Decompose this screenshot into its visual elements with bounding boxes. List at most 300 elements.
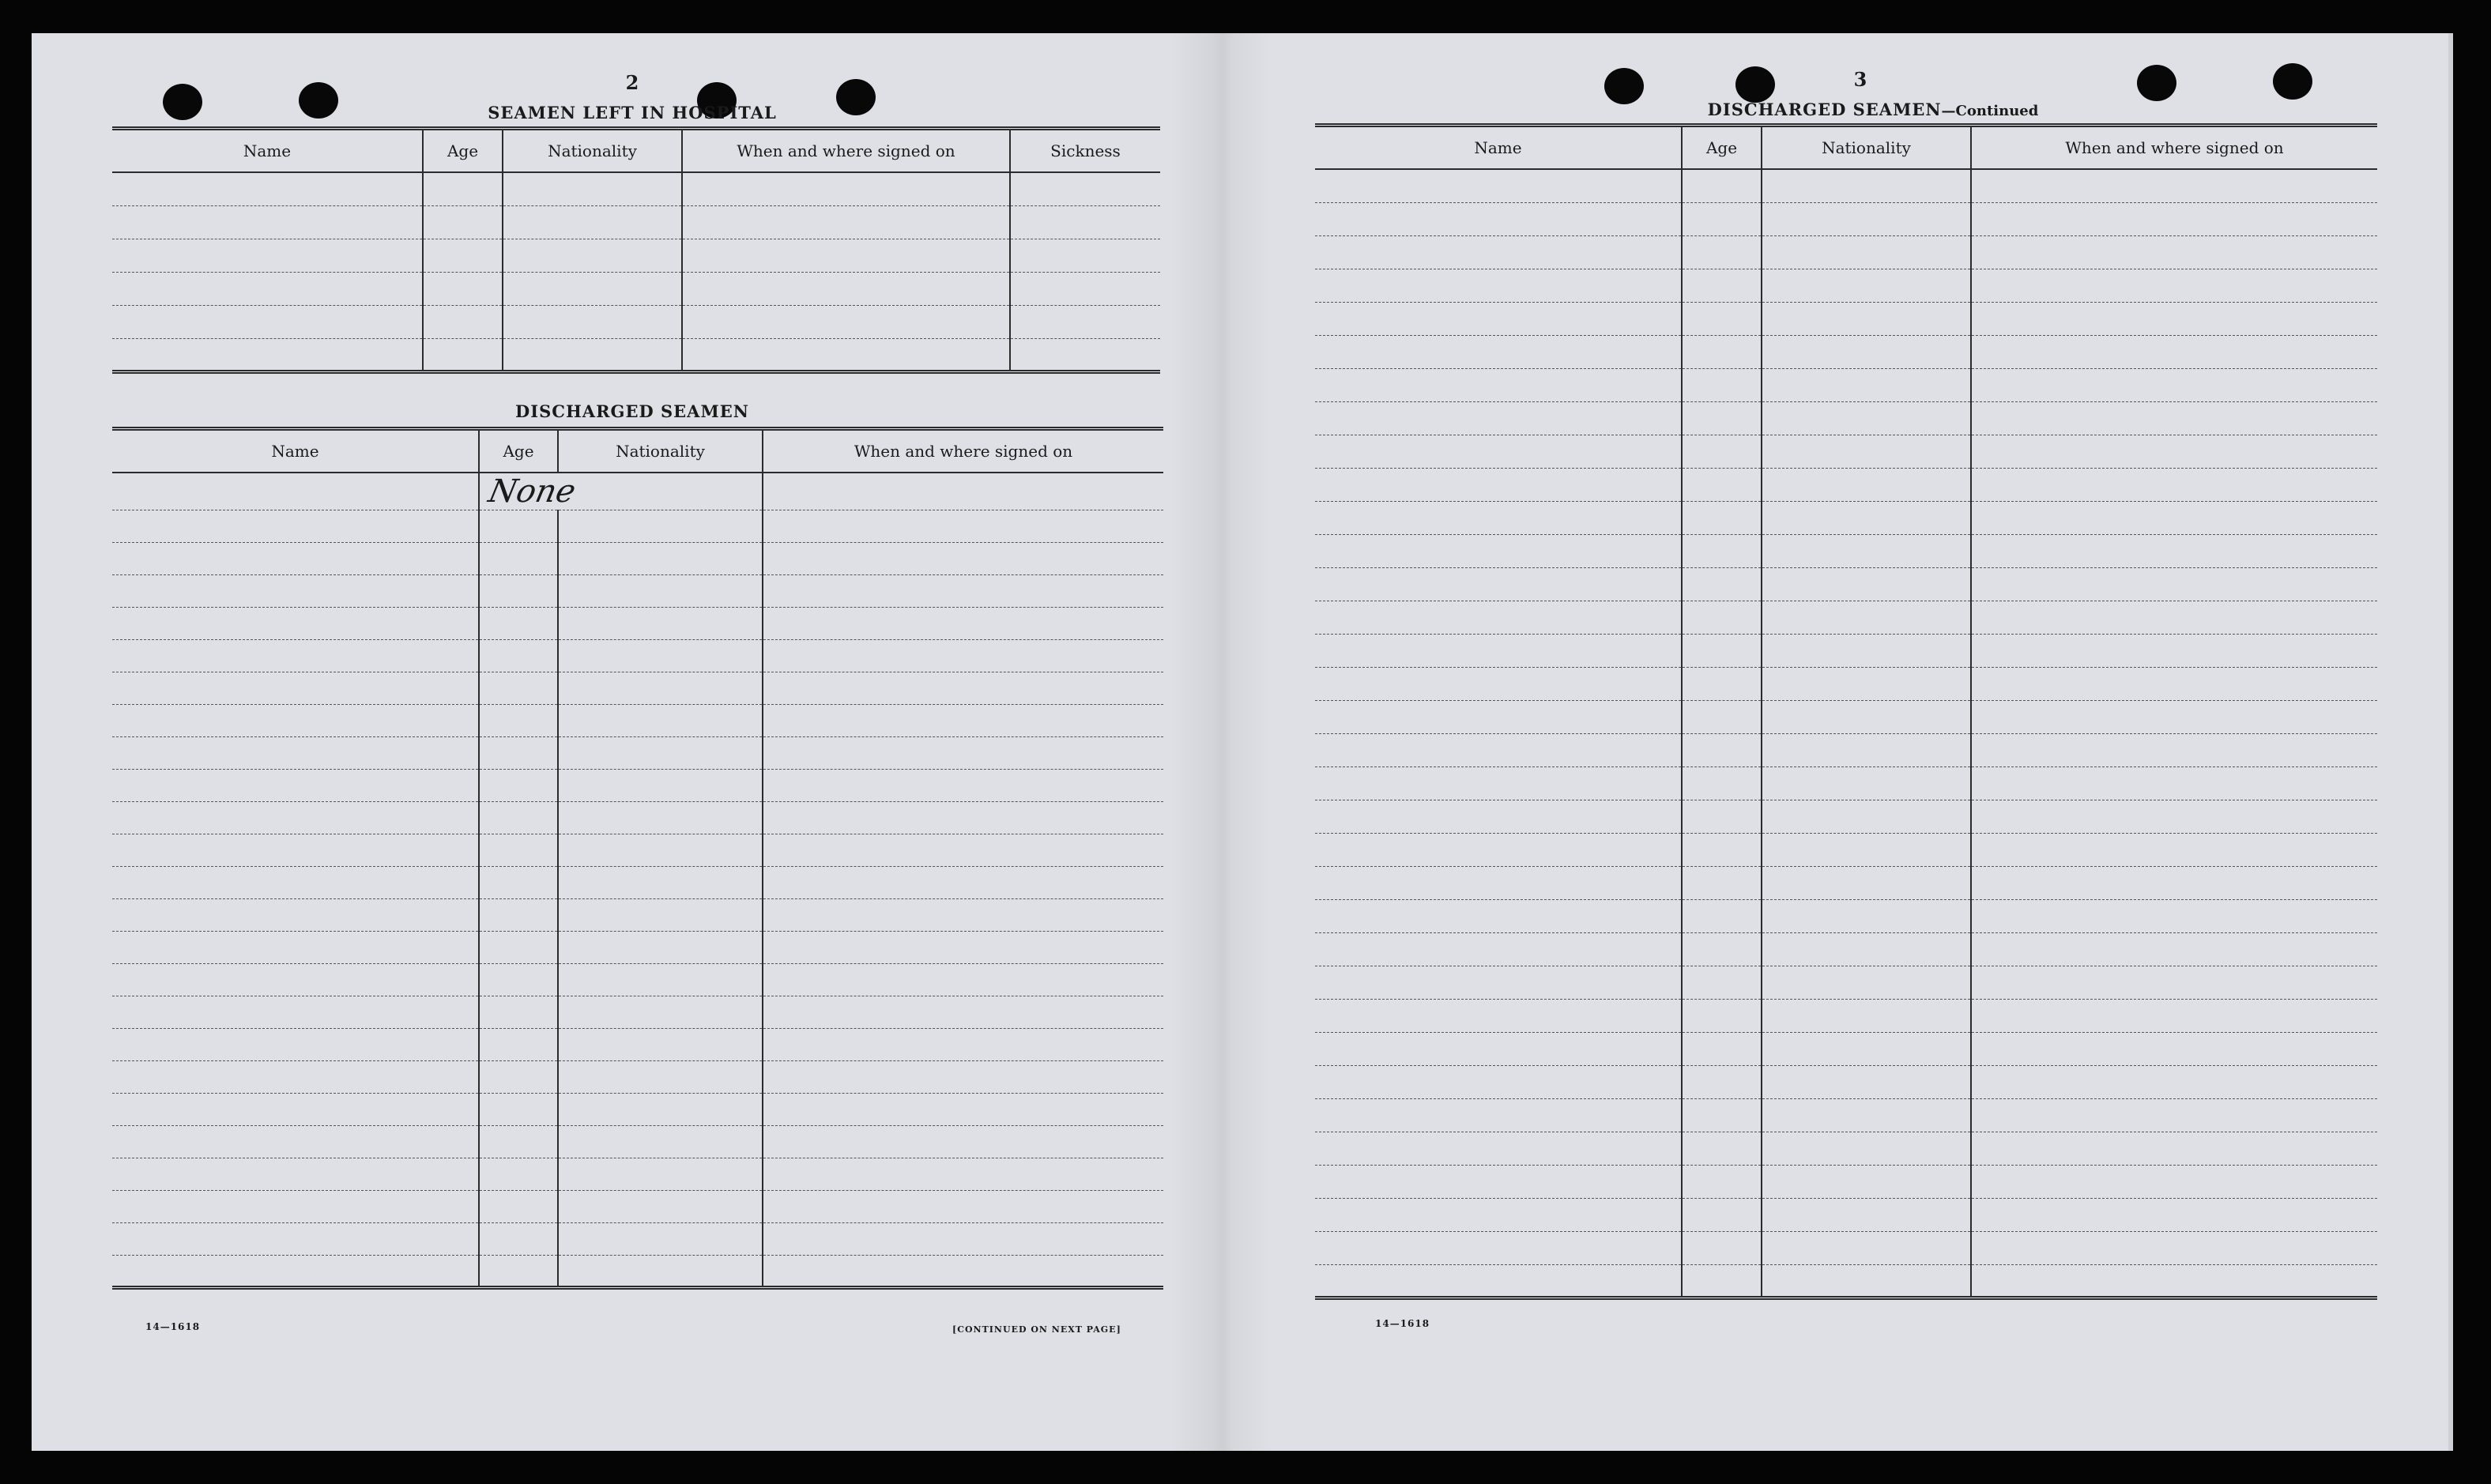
table-cell <box>558 1094 763 1126</box>
hospital-col-header: Sickness <box>1010 129 1160 173</box>
table-row <box>1315 833 2377 866</box>
table-row <box>112 705 1163 737</box>
table-cell <box>479 834 558 867</box>
table-cell <box>1971 800 2377 833</box>
table-cell <box>1682 634 1762 667</box>
table-cell <box>503 305 682 338</box>
continued-col-header: Nationality <box>1762 126 1971 170</box>
table-cell <box>1762 534 1971 567</box>
table-cell <box>1971 1132 2377 1165</box>
continued-suffix: —Continued <box>1941 103 2039 119</box>
hospital-col-header: Age <box>423 129 503 173</box>
table-cell <box>558 705 763 737</box>
table-row <box>112 640 1163 672</box>
table-row <box>1315 667 2377 700</box>
table-cell <box>1682 1032 1762 1065</box>
table-cell <box>1762 1032 1971 1065</box>
table-row <box>1315 800 2377 833</box>
table-cell <box>1315 1032 1682 1065</box>
table-cell <box>1682 202 1762 235</box>
table-cell <box>1762 966 1971 999</box>
table-cell <box>1682 866 1762 899</box>
table-cell <box>1971 601 2377 634</box>
table-cell <box>479 996 558 1029</box>
table-cell <box>1010 172 1160 205</box>
table-cell <box>682 172 1010 205</box>
table-cell <box>479 867 558 899</box>
table-cell <box>1971 700 2377 733</box>
table-cell <box>479 705 558 737</box>
table-cell <box>1682 1264 1762 1298</box>
hospital-col-header: When and where signed on <box>682 129 1010 173</box>
table-cell <box>1971 335 2377 368</box>
table-cell <box>479 1223 558 1256</box>
table-row <box>112 1223 1163 1256</box>
table-cell <box>1315 335 1682 368</box>
table-cell <box>112 1029 479 1061</box>
table-row <box>112 996 1163 1029</box>
table-cell <box>112 996 479 1029</box>
table-row <box>1315 932 2377 966</box>
table-cell <box>1762 1231 1971 1264</box>
table-cell <box>1682 800 1762 833</box>
table-cell <box>1762 766 1971 800</box>
continued-col-header: Age <box>1682 126 1762 170</box>
table-cell <box>1010 305 1160 338</box>
table-row <box>112 867 1163 899</box>
table-row <box>1315 1032 2377 1065</box>
table-row <box>112 239 1160 272</box>
table-cell <box>558 899 763 932</box>
table-row <box>112 802 1163 834</box>
table-cell <box>1682 1165 1762 1198</box>
table-cell <box>1315 1198 1682 1231</box>
table-cell <box>1762 435 1971 468</box>
table-cell <box>112 575 479 608</box>
table-cell <box>763 510 1163 543</box>
table-cell <box>558 1223 763 1256</box>
table-cell <box>1762 401 1971 435</box>
table-row <box>112 964 1163 996</box>
table-cell <box>763 1061 1163 1094</box>
table-cell <box>1762 1098 1971 1132</box>
table-cell <box>1971 501 2377 534</box>
table-cell <box>479 1158 558 1191</box>
table-cell <box>479 737 558 770</box>
hospital-col-header: Nationality <box>503 129 682 173</box>
table-cell <box>479 1029 558 1061</box>
table-row <box>112 338 1160 371</box>
table-cell <box>1315 302 1682 335</box>
table-cell <box>1762 202 1971 235</box>
table-cell <box>479 770 558 802</box>
table-cell <box>479 964 558 996</box>
table-cell <box>763 996 1163 1029</box>
table-cell <box>479 932 558 964</box>
table-cell <box>558 1126 763 1158</box>
table-row <box>1315 601 2377 634</box>
table-cell <box>112 770 479 802</box>
table-row <box>112 172 1160 205</box>
table-cell <box>1971 468 2377 501</box>
table-cell <box>1971 235 2377 269</box>
table-cell <box>112 802 479 834</box>
continued-note: [CONTINUED ON NEXT PAGE] <box>952 1324 1121 1335</box>
table-cell <box>1971 1264 2377 1298</box>
table-cell <box>1315 833 1682 866</box>
table-cell <box>112 1191 479 1223</box>
table-cell <box>112 1094 479 1126</box>
table-cell <box>1682 1065 1762 1098</box>
table-cell <box>763 834 1163 867</box>
table-row <box>1315 269 2377 302</box>
table-cell <box>1762 1198 1971 1231</box>
table-cell <box>1762 667 1971 700</box>
page-number: 3 <box>1853 68 1867 91</box>
table-cell <box>112 1126 479 1158</box>
table-cell <box>1315 169 1682 202</box>
table-cell <box>763 705 1163 737</box>
table-cell <box>1315 1165 1682 1198</box>
table-row <box>1315 534 2377 567</box>
table-cell <box>1010 272 1160 305</box>
table-row <box>1315 766 2377 800</box>
table-cell <box>112 867 479 899</box>
table-cell <box>763 932 1163 964</box>
table-cell <box>1682 1198 1762 1231</box>
table-row <box>1315 1231 2377 1264</box>
table-cell <box>1682 667 1762 700</box>
table-cell <box>112 543 479 575</box>
handwritten-entry: None <box>485 473 579 510</box>
form-number: 14—1618 <box>1375 1318 1430 1329</box>
table-cell <box>1682 435 1762 468</box>
table-cell <box>763 802 1163 834</box>
table-cell <box>1971 1065 2377 1098</box>
table-cell <box>1682 833 1762 866</box>
table-cell <box>1010 239 1160 272</box>
table-cell <box>1971 966 2377 999</box>
table-cell <box>558 1029 763 1061</box>
table-cell <box>1971 866 2377 899</box>
table-row <box>1315 435 2377 468</box>
continued-header-row <box>1315 126 2377 170</box>
table-cell <box>479 1061 558 1094</box>
table-cell <box>1682 1231 1762 1264</box>
table-cell <box>763 543 1163 575</box>
form-number: 14—1618 <box>145 1321 201 1332</box>
table-cell <box>682 205 1010 239</box>
discharged-section-title: DISCHARGED SEAMEN <box>515 401 749 421</box>
table-cell <box>1762 501 1971 534</box>
table-cell <box>1315 601 1682 634</box>
table-row <box>112 1094 1163 1126</box>
table-cell <box>558 1158 763 1191</box>
table-cell <box>112 338 423 371</box>
table-cell <box>112 239 423 272</box>
table-cell <box>763 867 1163 899</box>
table-cell <box>558 672 763 705</box>
table-cell <box>1315 667 1682 700</box>
table-cell <box>1682 335 1762 368</box>
discharged-continued-title-text: DISCHARGED SEAMEN <box>1707 100 1942 119</box>
table-cell <box>558 964 763 996</box>
table-row <box>1315 501 2377 534</box>
discharged-header-row <box>112 429 1163 473</box>
table-cell <box>763 1223 1163 1256</box>
hospital-col-header: Name <box>112 129 423 173</box>
table-cell <box>112 1061 479 1094</box>
table-cell <box>558 1256 763 1288</box>
table-cell <box>1971 1098 2377 1132</box>
discharged-col-header: Nationality <box>558 429 763 473</box>
table-cell <box>1971 634 2377 667</box>
table-cell <box>1682 302 1762 335</box>
table-cell <box>763 608 1163 640</box>
table-cell <box>479 640 558 672</box>
table-cell <box>1315 1065 1682 1098</box>
table-cell <box>1682 169 1762 202</box>
table-cell <box>1315 501 1682 534</box>
table-row <box>1315 1065 2377 1098</box>
table-cell <box>503 239 682 272</box>
table-cell <box>1315 567 1682 601</box>
table-cell <box>423 338 503 371</box>
table-cell <box>1762 932 1971 966</box>
table-cell <box>558 932 763 964</box>
table-cell <box>1682 401 1762 435</box>
table-cell <box>1682 766 1762 800</box>
table-cell <box>479 1191 558 1223</box>
table-row <box>112 1256 1163 1288</box>
table-cell <box>1315 733 1682 766</box>
table-cell <box>1315 932 1682 966</box>
table-cell <box>112 1223 479 1256</box>
discharged-table <box>112 427 1163 1290</box>
table-cell <box>1971 1165 2377 1198</box>
table-row <box>1315 1198 2377 1231</box>
continued-table <box>1315 123 2377 1300</box>
table-cell <box>1682 468 1762 501</box>
table-row <box>112 1029 1163 1061</box>
table-cell <box>558 770 763 802</box>
table-cell <box>1682 700 1762 733</box>
table-cell <box>112 672 479 705</box>
table-cell <box>479 1126 558 1158</box>
table-cell <box>1682 733 1762 766</box>
table-cell <box>1315 468 1682 501</box>
table-cell <box>1682 899 1762 932</box>
table-cell <box>479 672 558 705</box>
table-row <box>1315 567 2377 601</box>
table-cell <box>763 640 1163 672</box>
table-row <box>1315 733 2377 766</box>
table-cell <box>479 510 558 543</box>
table-cell <box>1315 700 1682 733</box>
table-cell <box>479 608 558 640</box>
table-cell <box>1971 932 2377 966</box>
table-cell <box>1762 235 1971 269</box>
table-cell <box>763 575 1163 608</box>
table-cell <box>423 205 503 239</box>
table-cell <box>1971 401 2377 435</box>
table-cell <box>1315 435 1682 468</box>
table-cell <box>682 305 1010 338</box>
table-cell <box>1762 468 1971 501</box>
table-row <box>112 272 1160 305</box>
table-row <box>1315 966 2377 999</box>
table-cell <box>1762 1065 1971 1098</box>
table-cell <box>112 899 479 932</box>
table-cell <box>1682 235 1762 269</box>
table-row <box>1315 1165 2377 1198</box>
table-cell <box>1762 169 1971 202</box>
table-cell <box>1971 1032 2377 1065</box>
table-cell <box>1971 1231 2377 1264</box>
discharged-col-header: Name <box>112 429 479 473</box>
table-row <box>1315 1264 2377 1298</box>
table-cell <box>1762 899 1971 932</box>
table-cell <box>1971 733 2377 766</box>
table-cell <box>1315 899 1682 932</box>
table-cell <box>1762 302 1971 335</box>
table-cell <box>763 1126 1163 1158</box>
table-cell <box>112 640 479 672</box>
page-number: 2 <box>625 71 639 94</box>
table-cell <box>1682 999 1762 1032</box>
table-cell <box>112 172 423 205</box>
table-cell <box>112 1158 479 1191</box>
table-cell <box>112 964 479 996</box>
table-cell <box>558 640 763 672</box>
table-cell <box>1762 368 1971 401</box>
discharged-col-header: When and where signed on <box>763 429 1163 473</box>
table-cell <box>112 608 479 640</box>
table-row <box>112 737 1163 770</box>
table-cell <box>1682 534 1762 567</box>
table-cell <box>479 473 763 510</box>
table-cell <box>763 737 1163 770</box>
table-row <box>112 1158 1163 1191</box>
table-cell <box>423 172 503 205</box>
table-cell <box>682 272 1010 305</box>
table-row <box>1315 866 2377 899</box>
table-cell <box>682 338 1010 371</box>
table-cell <box>1971 368 2377 401</box>
table-cell <box>112 834 479 867</box>
table-cell <box>558 834 763 867</box>
table-cell <box>1762 1264 1971 1298</box>
table-cell <box>112 272 423 305</box>
table-row <box>1315 202 2377 235</box>
table-cell <box>1010 338 1160 371</box>
table-row <box>1315 899 2377 932</box>
table-cell <box>558 510 763 543</box>
table-cell <box>112 205 423 239</box>
table-cell <box>763 899 1163 932</box>
table-cell <box>763 473 1163 510</box>
table-cell <box>1971 1198 2377 1231</box>
table-cell <box>763 1094 1163 1126</box>
table-cell <box>1315 1264 1682 1298</box>
right-page <box>1264 33 2450 1451</box>
table-row <box>112 1126 1163 1158</box>
table-cell <box>112 305 423 338</box>
table-cell <box>479 802 558 834</box>
hospital-header-row <box>112 129 1160 173</box>
table-cell <box>1971 534 2377 567</box>
table-cell <box>558 802 763 834</box>
discharged-continued-title <box>1596 100 2150 119</box>
table-row <box>112 543 1163 575</box>
table-row <box>1315 1098 2377 1132</box>
table-row <box>1315 634 2377 667</box>
table-cell <box>1762 866 1971 899</box>
table-cell <box>112 1256 479 1288</box>
table-cell <box>558 543 763 575</box>
table-row <box>112 205 1160 239</box>
table-cell <box>1762 269 1971 302</box>
table-row <box>1315 335 2377 368</box>
table-cell <box>763 964 1163 996</box>
table-cell <box>1971 899 2377 932</box>
table-cell <box>1315 999 1682 1032</box>
table-cell <box>558 996 763 1029</box>
table-cell <box>1315 202 1682 235</box>
table-cell <box>503 172 682 205</box>
table-cell <box>763 1256 1163 1288</box>
table-cell <box>1971 567 2377 601</box>
table-row <box>112 510 1163 543</box>
table-cell <box>1315 866 1682 899</box>
continued-col-header: When and where signed on <box>1971 126 2377 170</box>
table-cell <box>1762 733 1971 766</box>
table-cell <box>112 932 479 964</box>
table-cell <box>1315 534 1682 567</box>
table-row <box>112 473 1163 510</box>
table-cell <box>558 575 763 608</box>
table-cell <box>558 1061 763 1094</box>
table-cell <box>1762 1132 1971 1165</box>
table-cell <box>1315 966 1682 999</box>
table-cell <box>1971 269 2377 302</box>
table-cell <box>1682 368 1762 401</box>
table-cell <box>1762 335 1971 368</box>
table-row <box>1315 169 2377 202</box>
table-cell <box>503 272 682 305</box>
table-cell <box>112 705 479 737</box>
table-cell <box>1682 932 1762 966</box>
table-cell <box>1971 766 2377 800</box>
table-cell <box>1971 169 2377 202</box>
table-cell <box>479 575 558 608</box>
table-cell <box>763 770 1163 802</box>
table-cell <box>1682 601 1762 634</box>
table-cell <box>558 737 763 770</box>
table-cell <box>112 473 479 510</box>
table-cell <box>1682 966 1762 999</box>
table-cell <box>503 338 682 371</box>
table-cell <box>112 737 479 770</box>
table-cell <box>1762 999 1971 1032</box>
table-cell <box>558 867 763 899</box>
table-cell <box>763 672 1163 705</box>
table-row <box>112 770 1163 802</box>
table-cell <box>1315 634 1682 667</box>
table-cell <box>1315 766 1682 800</box>
continued-col-header: Name <box>1315 126 1682 170</box>
table-cell <box>1010 205 1160 239</box>
